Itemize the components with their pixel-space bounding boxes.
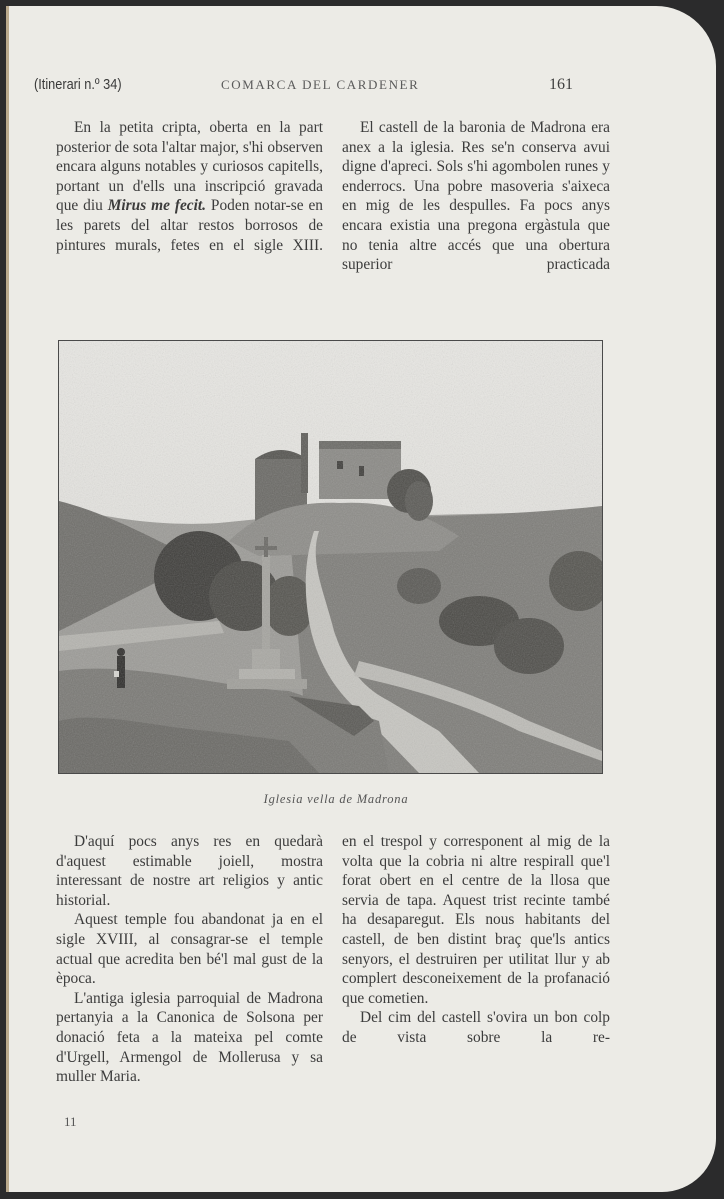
signature-mark: 11 (64, 1114, 77, 1129)
paragraph-crypt (56, 118, 323, 255)
photograph-church (58, 340, 603, 774)
page-number: 161 (549, 76, 573, 93)
church-landscape-illustration (59, 341, 602, 773)
column-top-left (56, 118, 323, 255)
paragraph-text: En la petita cripta, oberta en la part posterior de sota l'altar major, s'hi observen encara alguns notables y curiosos capitells, portant un d'ells una inscripció gravada que diu (56, 119, 323, 215)
paragraph-dungeon: en el trespol y corresponent al mig de la volta que la cobria ni altre respirall que'l forat obert en el centre de la llosa que servia de tapa. Aquest trist recinte també ha desaparegut. Els nous habitants del castell, de ben distint braç que'ls antics senyors, el destruiren per utilitat llur y ab complert desconeixement de la profanació que cometien. (342, 833, 610, 1007)
column-bottom-left (56, 832, 323, 1087)
paragraph-parish: L'antiga iglesia parroquial de Madrona pertanyia a la Canonica de Solsona per donació feta a la mateixa pel comte d'Urgell, Armengol de Mollerusa y sa muller Maria. (56, 989, 323, 1086)
running-header (6, 76, 716, 96)
paragraph-text: Poden notar-se en les parets del altar restos borrosos de pintures murals, fetes en el sigle XIII. (56, 197, 323, 254)
column-top-right (342, 118, 610, 275)
book-page (6, 6, 716, 1192)
inscription-text: Mirus me fecit. (107, 197, 207, 215)
paragraph-abandoned: Aquest temple fou abandonat ja en el sigle XVIII, al consagrar-se el temple actual que acredita ben bé'l mal gust de la època. (56, 911, 323, 988)
column-bottom-right (342, 832, 610, 1048)
paragraph-jewel: D'aquí pocs anys res en quedarà d'aquest estimable joiell, mostra interessant de nostre art religios y antic historial. (56, 833, 323, 909)
paragraph-view: Del cim del castell s'ovira un bon colp de vista sobre la re- (342, 1009, 610, 1046)
paragraph-castle: El castell de la baronia de Madrona era anex a la iglesia. Res se'n conserva avui digne d'apreci. Sols s'hi agombolen runes y enderrocs. Una pobre masoveria s'aixeca en mig de les despulles. Fa pocs anys encara existia una pregona ergàstula que no tenia altre accés que una obertura superior practicada (342, 119, 610, 274)
figure-caption: Iglesia vella de Madrona (263, 792, 409, 806)
running-title: COMARCA DEL CARDENER (221, 77, 420, 92)
itinerary-number: (Itinerari n.º 34) (34, 76, 122, 93)
page-spine-edge (6, 6, 9, 1192)
